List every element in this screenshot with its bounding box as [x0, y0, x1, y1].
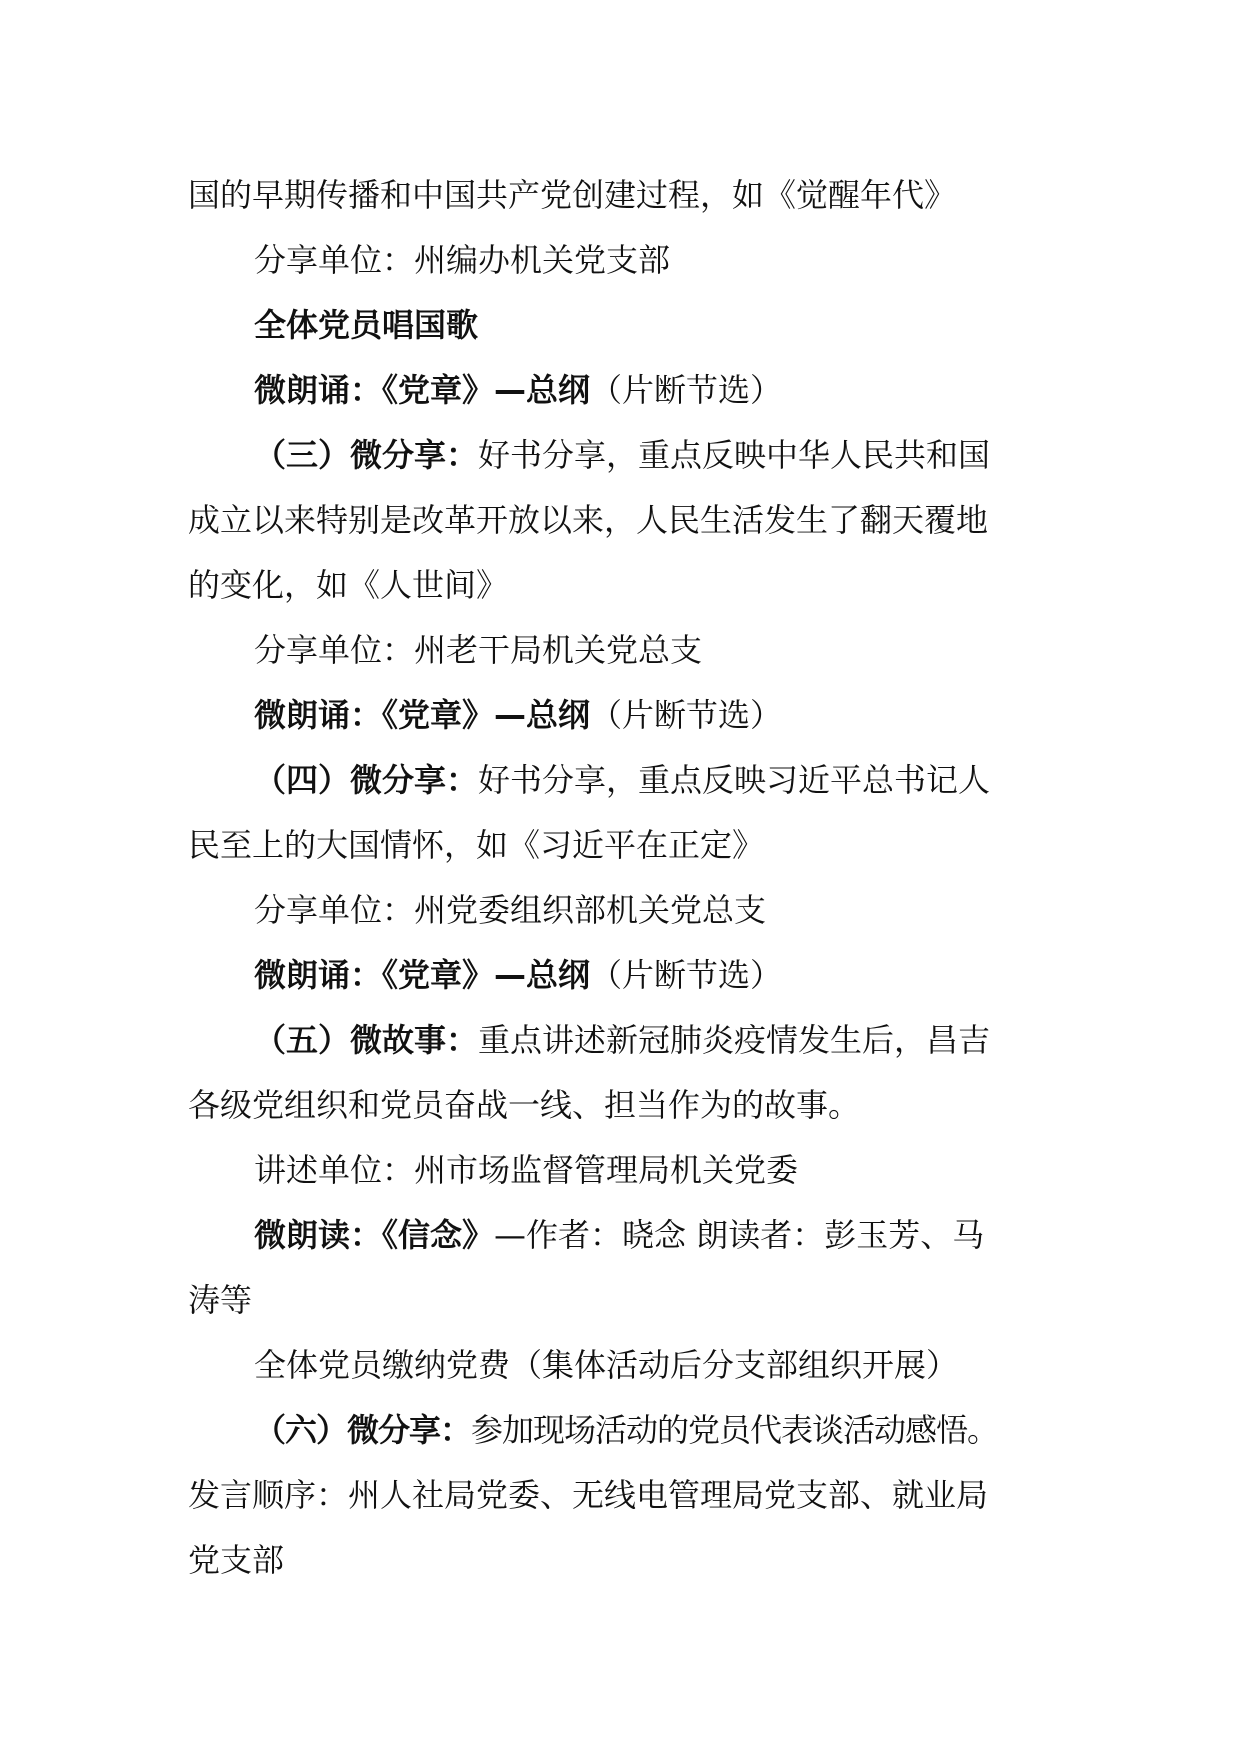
- line-text: 民至上的大国情怀，如《习近平在正定》: [188, 826, 765, 864]
- paragraph-line: [188, 748, 1068, 813]
- paragraph-line: [188, 813, 1068, 878]
- line-text: （片断节选）: [590, 371, 783, 409]
- paragraph-line: [188, 1008, 1068, 1073]
- section-heading: （六）微分享：: [254, 1411, 472, 1449]
- bold-heading: 微朗诵：《党章》—总纲: [254, 371, 591, 409]
- document-body: [188, 163, 1068, 1593]
- paragraph-line: [188, 358, 1068, 423]
- paragraph-line: [188, 1463, 1068, 1528]
- line-text: 党支部: [188, 1541, 285, 1579]
- line-text: 全体党员缴纳党费（集体活动后分支部组织开展）: [254, 1346, 959, 1384]
- section-heading: （三）微分享：: [254, 436, 479, 474]
- line-text: 的变化，如《人世间》: [188, 566, 509, 604]
- line-text: 成立以来特别是改革开放以来，人民生活发生了翻天覆地: [188, 501, 989, 539]
- line-text: 各级党组织和党员奋战一线、担当作为的故事。: [188, 1086, 861, 1124]
- paragraph-line: [188, 618, 1068, 683]
- paragraph-line: [188, 423, 1068, 488]
- section-heading: （四）微分享：: [254, 761, 479, 799]
- paragraph-line: [188, 1268, 1068, 1333]
- line-text: 好书分享，重点反映习近平总书记人: [478, 761, 991, 799]
- paragraph-line: [188, 683, 1068, 748]
- line-text: 国的早期传播和中国共产党创建过程，如《觉醒年代》: [188, 176, 957, 214]
- paragraph-line: [188, 878, 1068, 943]
- line-text: 参加现场活动的党员代表谈活动感悟。: [471, 1411, 999, 1449]
- line-text: （片断节选）: [590, 696, 783, 734]
- line-text: —作者：晓念 朗读者：彭玉芳、马: [494, 1216, 985, 1254]
- paragraph-line: [188, 1138, 1068, 1203]
- line-text: （片断节选）: [590, 956, 783, 994]
- line-text: 好书分享，重点反映中华人民共和国: [478, 436, 991, 474]
- paragraph-line: [188, 293, 1068, 358]
- bold-heading: 全体党员唱国歌: [254, 306, 479, 344]
- paragraph-line: [188, 1333, 1068, 1398]
- paragraph-line: [188, 1398, 1068, 1463]
- paragraph-line: [188, 943, 1068, 1008]
- paragraph-line: [188, 1203, 1068, 1268]
- paragraph-line: [188, 553, 1068, 618]
- bold-heading: 微朗诵：《党章》—总纲: [254, 956, 591, 994]
- paragraph-line: [188, 1528, 1068, 1593]
- section-heading: （五）微故事：: [254, 1021, 479, 1059]
- paragraph-line: [188, 1073, 1068, 1138]
- bold-heading: 微朗诵：《党章》—总纲: [254, 696, 591, 734]
- paragraph-line: [188, 163, 1068, 228]
- paragraph-line: [188, 488, 1068, 553]
- line-text: 发言顺序：州人社局党委、无线电管理局党支部、就业局: [188, 1476, 989, 1514]
- line-text: 分享单位：州编办机关党支部: [254, 241, 671, 279]
- line-text: 分享单位：州党委组织部机关党总支: [254, 891, 767, 929]
- line-text: 分享单位：州老干局机关党总支: [254, 631, 703, 669]
- paragraph-line: [188, 228, 1068, 293]
- line-text: 重点讲述新冠肺炎疫情发生后，昌吉: [478, 1021, 991, 1059]
- line-text: 涛等: [188, 1281, 253, 1319]
- line-text: 讲述单位：州市场监督管理局机关党委: [254, 1151, 799, 1189]
- bold-heading: 微朗读：《信念》: [254, 1216, 495, 1254]
